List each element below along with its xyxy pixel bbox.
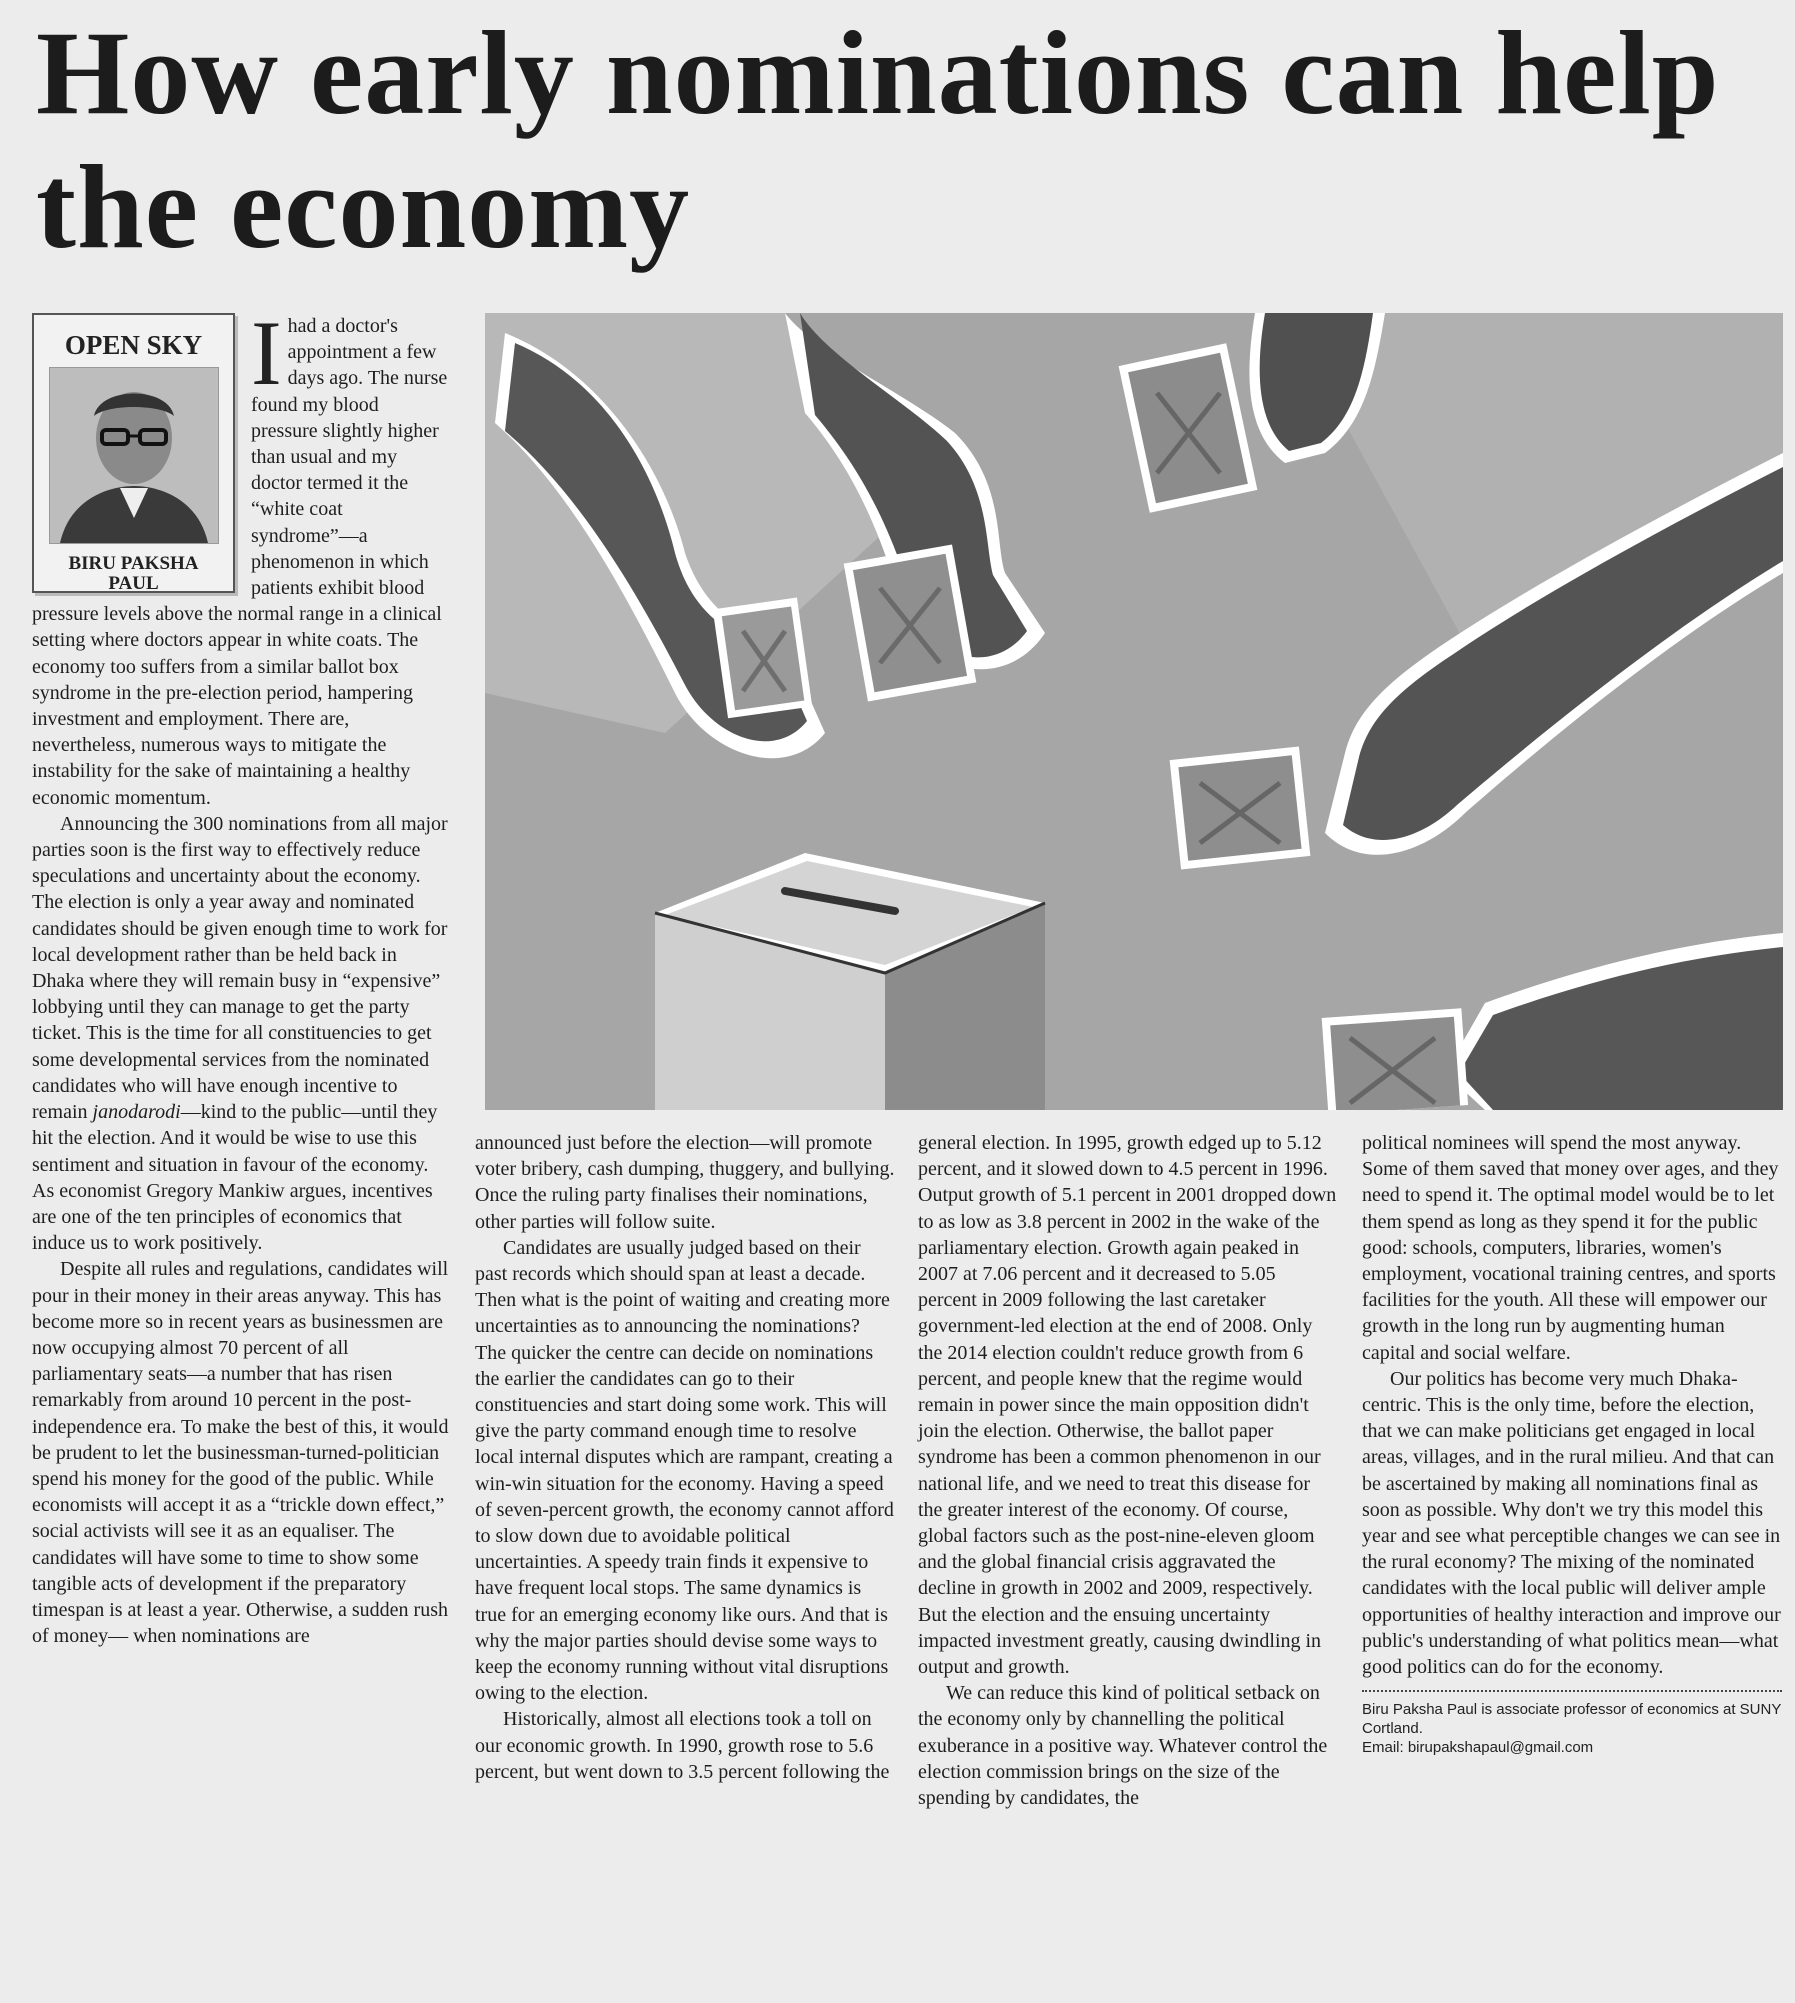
column-kicker: OPEN SKY — [64, 330, 203, 360]
author-photo — [49, 367, 219, 544]
author-name: BIRU PAKSHA PAUL — [68, 553, 199, 594]
paragraph-3-cont: announced just before the election—will promote voter bribery, cash dumping, thuggery, and bullying. Once the ruling party finalises their nominations, other parties will follow suite. — [475, 1132, 895, 1233]
paragraph-6: We can reduce this kind of political setback on the economy only by channelling the political exuberance in a positive way. Whatever control the election commission brings on the size of the spending by candidates, the — [918, 1682, 1328, 1810]
author-bio: Biru Paksha Paul is associate professor of economics at SUNY Cortland. — [1362, 1701, 1782, 1738]
drop-cap: I — [251, 302, 282, 404]
ballot-illustration — [485, 313, 1783, 1110]
paragraph-4: Candidates are usually judged based on their past records which should span at least a decade. Then what is the point of waiting and creating more uncertainties as to announcing the nominations? The quicker the centre can decide on nominations the earlier the candidates can go to their constituencies and start doing some work. This will give the party command enough time to resolve local internal disputes which are rampant, creating a win-win situation for the economy. Having a speed of seven-percent growth, the economy cannot afford to slow down due to avoidable political uncertainties. A speedy train finds it expensive to have frequent local stops. The same dynamics is true for an emerging economy like ours. And that is why the major parties should devise some ways to keep the economy running without vital disruptions owing to the election. — [475, 1236, 894, 1705]
author-email: Email: birupakshapaul@gmail.com — [1362, 1739, 1594, 1757]
headline: How early nominations can help the economy — [36, 6, 1720, 274]
article-column-3 — [918, 1130, 1338, 1811]
paragraph-2: Announcing the 300 nominations from all major parties soon is the first way to effectively reduce speculations and uncertainty about the economy. The election is only a year away and nominated candidates should be given enough time to work for local development rather than be held back in Dhaka where they will remain busy in “expensive” lobbying until they can manage to get the party ticket. This is the time for all constituencies to get some developmental services from the nominated candidates who will have enough incentive to remain janodarodi—kind to the public—until they hit the election. And it would be wise to use this sentiment and situation in favour of the economy. As economist Gregory Mankiw argues, incentives are one of the ten principles of economics that induce us to work positively. — [32, 812, 448, 1255]
paragraph-3: Despite all rules and regulations, candidates will pour in their money in their areas anyway. This has become more so in recent years as businessmen are now occupying almost 70 percent of all parliamentary seats—a number that has risen remarkably from around 10 percent in the post-independence era. To make the best of this, it would be prudent to let the businessman-turned-politician spend his money for the good of the public. While economists will accept it as a “trickle down effect,” social activists will see it as an equaliser. The candidates will have some to time to show some tangible acts of development if the preparatory timespan is at least a year. Otherwise, a sudden rush of money— when nominations are — [32, 1258, 449, 1648]
footer-divider — [1362, 1690, 1782, 1692]
italic-term: janodarodi — [92, 1101, 181, 1124]
paragraph-5-cont: general election. In 1995, growth edged up to 5.12 percent, and it slowed down to 4.5 percent in 1996. Output growth of 5.1 percent in 2001 dropped down to as low as 3.8 percent in 2002 in the wake of the parliamentary election. Growth again peaked in 2007 at 7.06 percent and it decreased to 5.05 percent in 2009 following the last caretaker government-led election at the end of 2008. Only the 2014 election couldn't reduce growth from 6 percent, and people knew that the regime would remain in power since the main opposition didn't join the election. Otherwise, the ballot paper syndrome has been a common phenomenon in our national life, and we need to treat this disease for the greater interest of the economy. Of course, global factors such as the post-nine-eleven gloom and the global financial crisis aggravated the decline in growth in 2002 and 2009, respectively. But the election and the ensuing uncertainty impacted investment greatly, causing dwindling in output and growth. — [918, 1132, 1337, 1679]
paragraph-6-cont: political nominees will spend the most anyway. Some of them saved that money over ages, and they need to spend it. The optimal model would be to let them spend as long as they spend it for the public good: schools, computers, libraries, women's employment, vocational training centres, and sports facilities for the youth. All these will empower our growth in the long run by augmenting human capital and social welfare. — [1362, 1132, 1779, 1364]
paragraph-1: Ihad a doctor's appointment a few days ago. The nurse found my blood pressure slightly higher than usual and my doctor termed it the “white coat syndrome”—a phenomenon in which patients exhibit blood pressure levels above the normal range in a clinical setting where doctors appear in white coats. The economy too suffers from a similar ballot box syndrome in the pre-election period, hampering investment and employment. There are, nevertheless, numerous ways to mitigate the instability for the sake of maintaining a healthy economic momentum. — [32, 302, 448, 809]
columnist-box — [32, 313, 235, 593]
paragraph-7: Our politics has become very much Dhaka-centric. This is the only time, before the election, that we can make politicians get engaged in local areas, villages, and in the rural milieu. And that can be ascertained by making all nominations final as soon as possible. Why don't we try this model this year and see what perceptible changes we can see in the rural economy? The mixing of the nominated candidates with the local public will deliver ample opportunities of healthy interaction and improve our public's understanding of what politics mean—what good politics can do for the economy. — [1362, 1367, 1781, 1679]
article-column-4 — [1362, 1130, 1782, 1757]
article-column-2 — [475, 1130, 895, 1785]
article-column-1 — [32, 302, 450, 1649]
paragraph-5: Historically, almost all elections took a toll on our economic growth. In 1990, growth rose to 5.6 percent, but went down to 3.5 percent following the — [475, 1708, 890, 1783]
